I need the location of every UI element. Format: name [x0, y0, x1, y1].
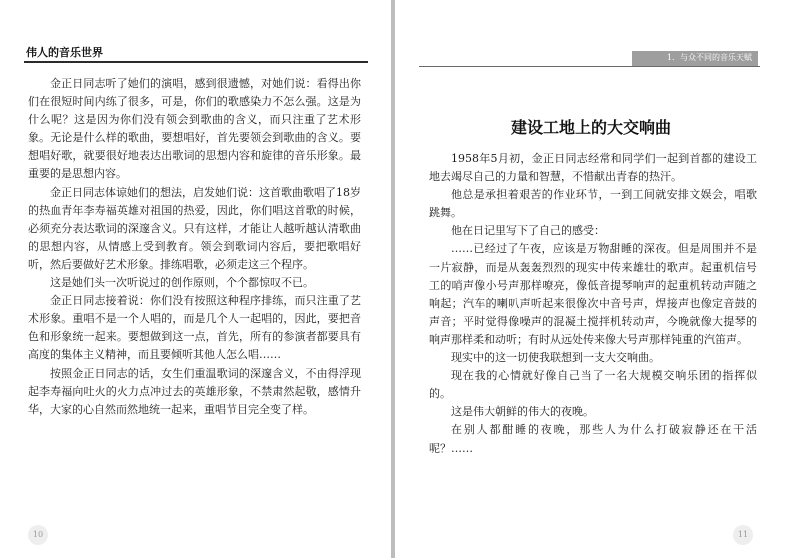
- paragraph: 现实中的这一切使我联想到一支大交响曲。: [451, 351, 660, 365]
- paragraph: 这是伟大朝鲜的伟大的夜晚。: [451, 405, 594, 419]
- header-rule-right: [419, 66, 760, 67]
- paragraph: 在别人都酣睡的夜晚，那些人为什么打破寂静还在干活呢？……: [429, 423, 757, 455]
- paragraph: 这是她们头一次听说过的创作原则，个个都惊叹不已。: [50, 276, 314, 290]
- running-header-left: 伟人的音乐世界: [26, 46, 103, 59]
- section-title: 建设工地上的大交响曲: [510, 118, 671, 137]
- paragraph: 金正日同志听了她们的演唱，感到很遗憾，对她们说：看得出你们在很短时间内练了很多，可是，你们的歌感染力不怎么强。这是为什么呢？这是因为你们没有领会到歌曲的含义，而只注重了艺术形象。无论是什么样的歌曲，要想唱好，首先要领会到歌曲的含义。要想唱好歌，就要很好地表达出歌词的思想内容和旋律的音乐形象。最重要的是思想内容。: [28, 77, 361, 181]
- right-page: [395, 0, 787, 558]
- paragraph: 金正日同志接着说：你们没有按照这种程序排练，而只注重了艺术形象。重唱不是一个人唱的，而是几个人一起唱的，因此，要把音色和形象统一起来。要想做到这一点，首先，所有的参演者都要具有高度的集体主义精神，而且要倾听其他人怎么唱……: [28, 294, 361, 362]
- running-header-right: 1．与众不同的音乐天赋: [666, 53, 752, 62]
- page-number-right: 11: [733, 525, 753, 545]
- paragraph: 1958年5月初，金正日同志经常和同学们一起到首都的建设工地去竭尽自己的力量和智慧，不惜献出青春的热汗。: [429, 152, 757, 184]
- paragraph: 按照金正日同志的话，女生们重温歌词的深邃含义，不由得浮现起李寿福向吐火的火力点冲过去的英雄形象，不禁肃然起敬，感情升华，大家的心自然而然地统一起来，重唱节目完全变了样。: [28, 366, 361, 416]
- page-number-left: 10: [28, 525, 48, 545]
- right-page-body: [429, 150, 757, 458]
- paragraph: 金正日同志体谅她们的想法，启发她们说：这首歌曲歌唱了18岁的热血青年李寿福英雄对祖国的热爱，因此，你们唱这首歌的时候，必须充分表达歌词的深邃含义。只有这样，才能让人越听越认清歌曲的思想内容，从情感上受到教育。领会到歌词内容后，要把歌唱好听，然后要做好艺术形象。排练唱歌，必须走这三个程序。: [28, 185, 361, 271]
- paragraph: ……已经过了午夜，应该是万物甜睡的深夜。但是周围并不是一片寂静，而是从轰轰烈烈的现实中传来雄壮的歌声。起重机信号工的哨声像小号声那样嘹亮，像低音提琴响声的起重机转动声随之响起；汽车的喇叭声听起来很像次中音号声，焊接声也像定音鼓的声音；平时觉得像噪声的混凝土搅拌机转动声，今晚就像大提琴的响声那样柔和动听；有时从远处传来像大号声那样钝重的汽笛声。: [429, 242, 757, 346]
- header-rule-left: [24, 61, 368, 63]
- paragraph: 现在我的心情就好像自己当了一名大规模交响乐团的指挥似的。: [429, 369, 757, 401]
- running-header-right-box: [632, 51, 758, 66]
- paragraph: 他在日记里写下了自己的感受：: [451, 224, 605, 238]
- paragraph: 他总是承担着艰苦的作业环节，一到工间就安排文娱会，唱歌跳舞。: [429, 188, 757, 220]
- left-page-body: [28, 75, 361, 419]
- left-page: [0, 0, 391, 558]
